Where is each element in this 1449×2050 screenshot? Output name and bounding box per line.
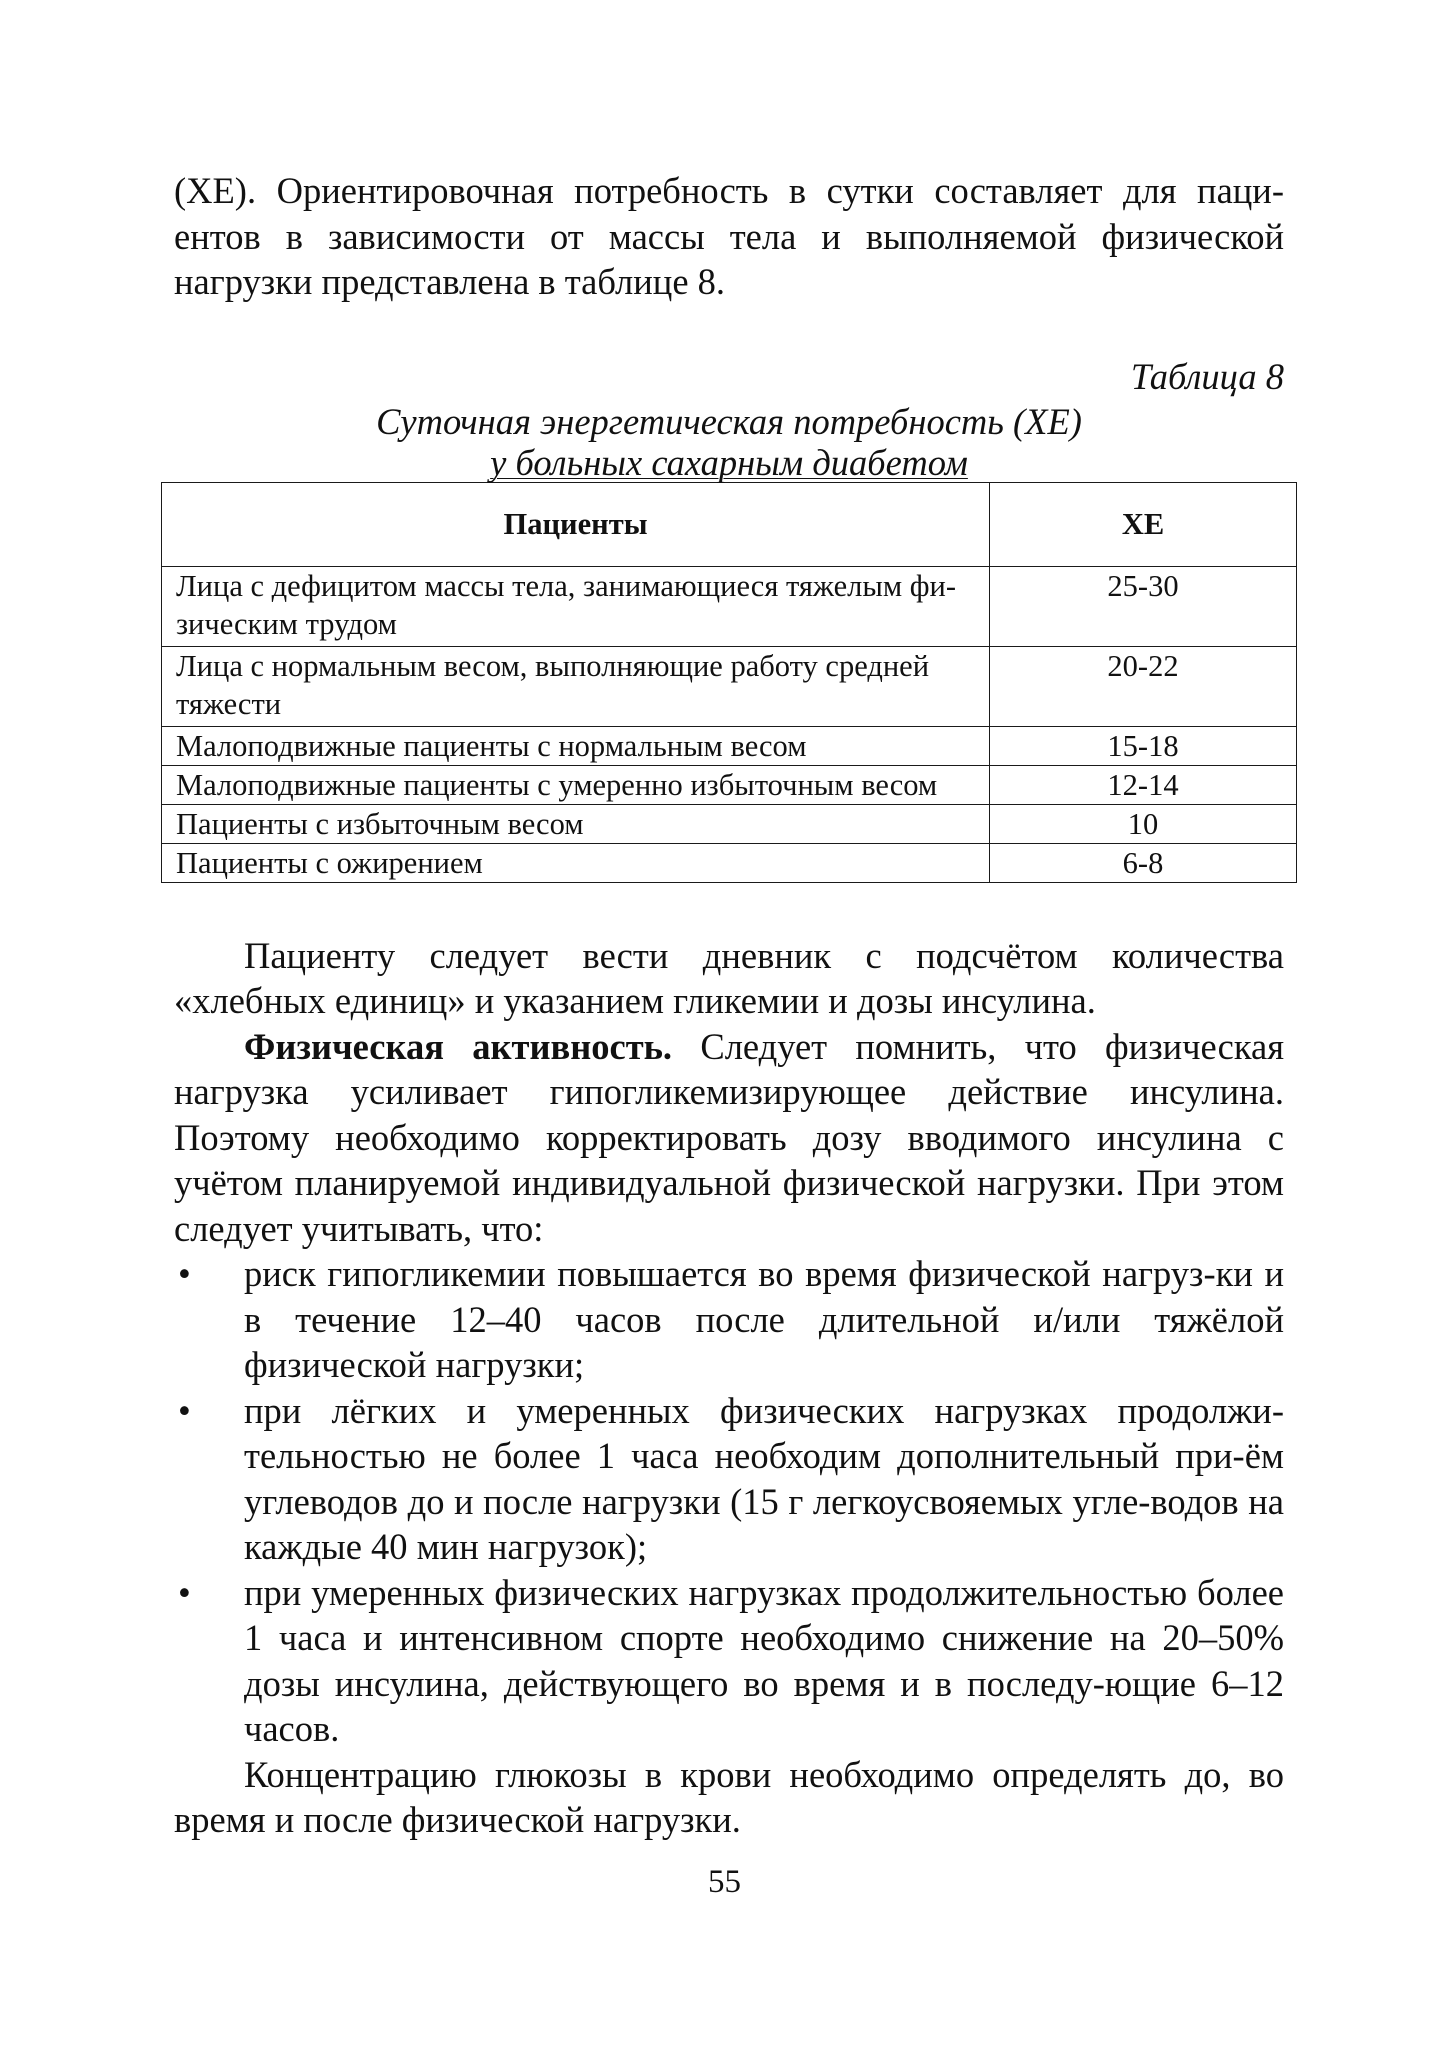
page-number: 55 xyxy=(708,1864,741,1900)
list-item xyxy=(174,1570,1284,1752)
activity-heading: Физическая активность. xyxy=(244,1025,673,1067)
table-row xyxy=(162,646,1297,726)
cell-patient: Малоподвижные пациенты с умеренно избыточным весом xyxy=(162,765,990,804)
table-title-line1: Суточная энергетическая потребность (ХЕ) xyxy=(376,400,1082,442)
xe-table xyxy=(161,482,1297,883)
bullet-icon: • xyxy=(178,1389,191,1431)
cell-xe: 6-8 xyxy=(990,843,1297,882)
cell-xe: 15-18 xyxy=(990,726,1297,765)
table-title-line2: у больных сахарным диабетом xyxy=(490,441,968,483)
header-patients: Пациенты xyxy=(162,482,990,566)
cell-patient: Лица с нормальным весом, выполняющие работу средней тяжести xyxy=(162,646,990,726)
list-item-text: при умеренных физических нагрузках продолжительностью более 1 часа и интенсивном спорте необходимо снижение на 20–50% дозы инсулина, действующего во время и в последу-ющие 6–12 часов. xyxy=(244,1571,1284,1749)
list-item xyxy=(174,1388,1284,1570)
table-number: Таблица 8 xyxy=(1130,355,1284,397)
list-item-text: при лёгких и умеренных физических нагрузках продолжи-тельностью не более 1 часа необходим дополнительный при-ём углеводов до и после нагрузки (15 г легкоусвояемых угле-водов на каждые 40 мин нагрузок); xyxy=(244,1389,1284,1567)
bullet-icon: • xyxy=(178,1571,191,1613)
table-row xyxy=(162,804,1297,843)
cell-xe: 12-14 xyxy=(990,765,1297,804)
list-item xyxy=(174,1251,1284,1388)
cell-patient: Пациенты с избыточным весом xyxy=(162,804,990,843)
cell-xe: 10 xyxy=(990,804,1297,843)
bullet-list xyxy=(174,1251,1284,1752)
page-content xyxy=(174,168,1284,1843)
table-row xyxy=(162,765,1297,804)
table-row xyxy=(162,726,1297,765)
table-header-row xyxy=(162,482,1297,566)
glucose-paragraph: Концентрацию глюкозы в крови необходимо определять до, во время и после физической нагрузки. xyxy=(174,1753,1284,1840)
cell-xe: 20-22 xyxy=(990,646,1297,726)
table-row xyxy=(162,843,1297,882)
table-title xyxy=(174,401,1284,483)
diary-paragraph: Пациенту следует вести дневник с подсчётом количества «хлебных единиц» и указанием гликемии и дозы инсулина. xyxy=(174,934,1284,1021)
cell-patient: Лица с дефицитом массы тела, занимающиеся тяжелым фи-зическим трудом xyxy=(162,566,990,646)
intro-paragraph: (ХЕ). Ориентировочная потребность в сутки составляет для паци-ентов в зависимости от массы тела и выполняемой физической нагрузки представлена в таблице 8. xyxy=(174,170,1284,302)
bullet-icon: • xyxy=(178,1253,191,1294)
activity-text: Следует помнить, что физическая нагрузка усиливает гипогликемизирующее действие инсулина. Поэтому необходимо корректировать дозу вводимого инсулина с учётом планируемой индивидуальной физической нагрузки. При этом следует учитывать, что: xyxy=(174,1025,1284,1249)
activity-paragraph xyxy=(174,1024,1284,1252)
table-row xyxy=(162,566,1297,646)
cell-xe: 25-30 xyxy=(990,566,1297,646)
cell-patient: Малоподвижные пациенты с нормальным весом xyxy=(162,726,990,765)
list-item-text: риск гипогликемии повышается во время физической нагруз-ки и в течение 12–40 часов после длительной и/или тяжёлой физической нагрузки; xyxy=(244,1253,1284,1385)
header-xe: ХЕ xyxy=(990,482,1297,566)
cell-patient: Пациенты с ожирением xyxy=(162,843,990,882)
